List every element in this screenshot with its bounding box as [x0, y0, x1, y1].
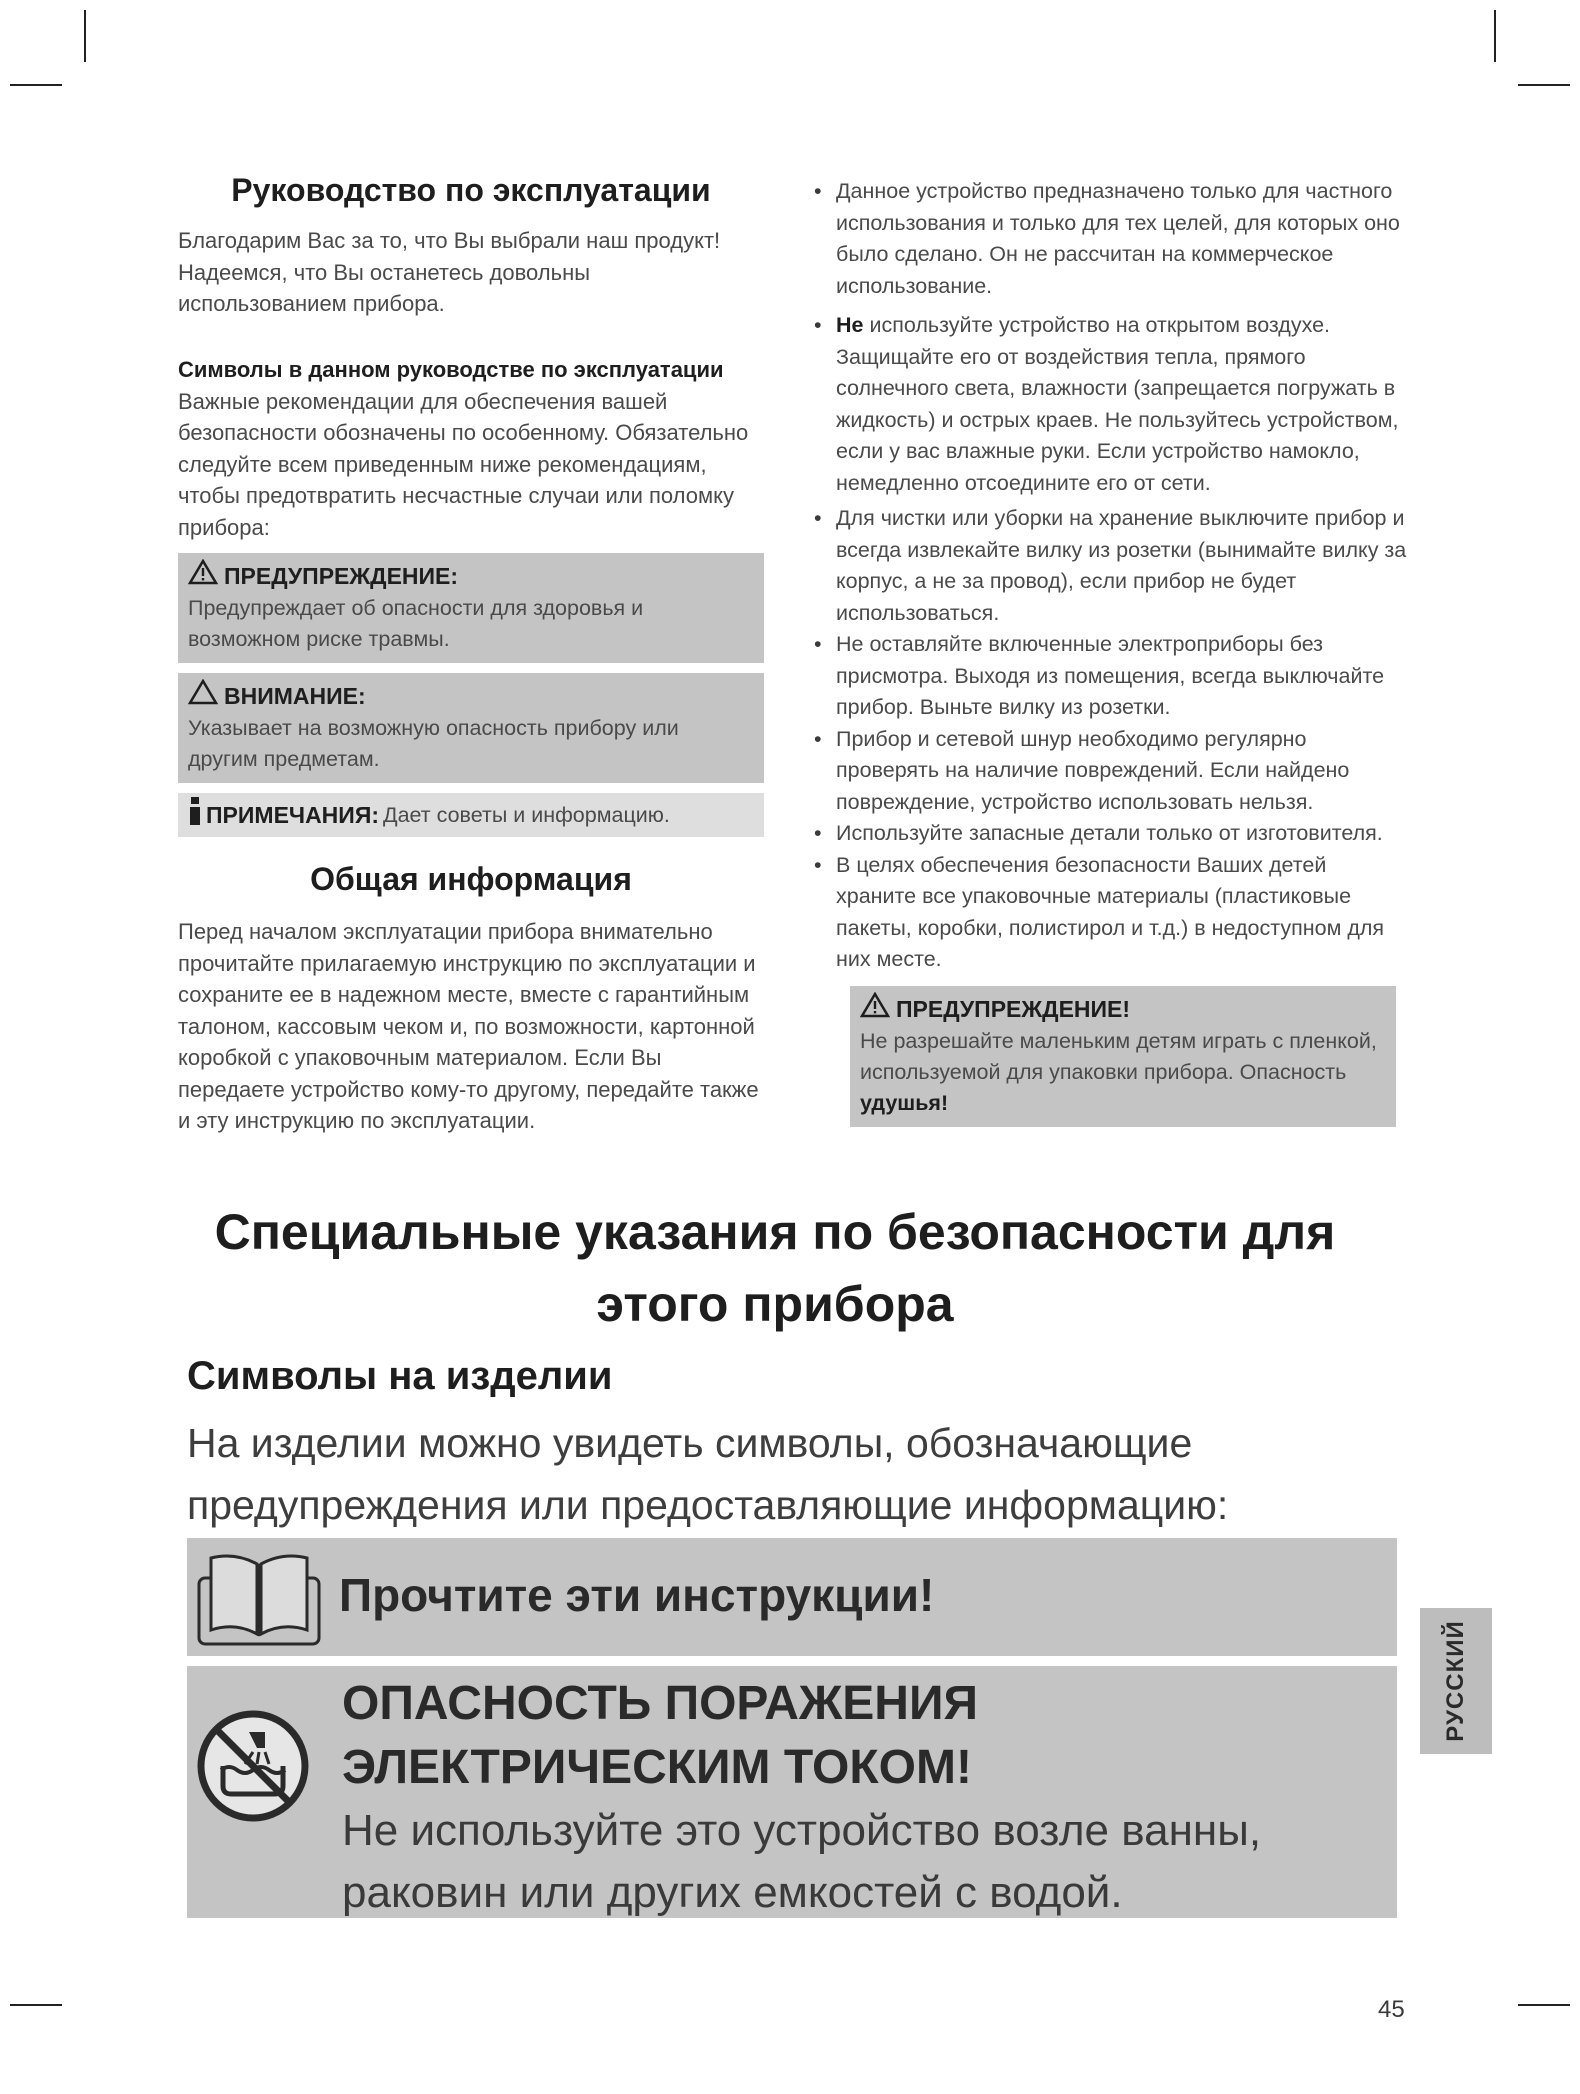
symbols-heading: Символы в данном руководстве по эксплуатации: [178, 356, 724, 382]
list-item: • Прибор и сетевой шнур необходимо регулярно проверять на наличие повреждений. Если найдено повреждение, устройство использовать нельзя.: [814, 726, 1350, 814]
info-icon: [188, 797, 202, 833]
product-symbols-title: Символы на изделии: [187, 1354, 613, 1398]
crop-mark-top-right-h: [1518, 84, 1570, 86]
crop-mark-bottom-right-h: [1518, 2004, 1570, 2006]
read-instructions-box: [187, 1538, 1397, 1656]
shock-danger-text: Не используйте это устройство возле ванны, раковин или других емкостей с водой.: [342, 1806, 1262, 1917]
shock-danger-title: ОПАСНОСТЬ ПОРАЖЕНИЯ ЭЛЕКТРИЧЕСКИМ ТОКОМ!: [342, 1677, 978, 1794]
page-number: 45: [1378, 1996, 1405, 2023]
caution-triangle-icon: [188, 679, 218, 713]
caution-box: [178, 673, 764, 783]
shock-danger-box: [187, 1666, 1397, 1918]
child-warning-title: ПРЕДУПРЕЖДЕНИЕ!: [896, 995, 1131, 1022]
warning-title: ПРЕДУПРЕЖДЕНИЕ:: [224, 563, 459, 589]
crop-mark-bottom-left-h: [10, 2004, 62, 2006]
right-column: [810, 176, 1410, 1127]
manual-title: Руководство по эксплуатации: [231, 172, 711, 208]
general-info-title: Общая информация: [310, 861, 632, 897]
list-item: • Для чистки или уборки на хранение выключите прибор и всегда извлекайте вилку из розетки (вынимайте вилку за корпус, а не за провод), если прибор не будет использоваться.: [814, 506, 1407, 625]
list-item: • Не оставляйте включенные электроприборы без присмотра. Выходя из помещения, всегда выключайте прибор. Выньте вилку из розетки.: [814, 632, 1385, 719]
book-icon: [197, 1550, 321, 1653]
read-instructions-label: Прочтите эти инструкции!: [339, 1569, 935, 1621]
language-tab: [1420, 1608, 1492, 1754]
notes-title: ПРИМЕЧАНИЯ:: [206, 802, 380, 828]
crop-mark-top-left-v: [84, 10, 86, 62]
list-item: • Данное устройство предназначено только для частного использования и только для тех целей, для которых оно было сделано. Он не рассчитан на коммерческое использование.: [814, 179, 1400, 298]
safety-list: [810, 176, 1410, 976]
crop-mark-top-right-v: [1494, 10, 1496, 62]
list-item: • Не используйте устройство на открытом воздухе. Защищайте его от воздействия тепла, прямого солнечного света, влажности (запрещается погружать в жидкость) и острых краев. Не пользуйтесь устройством, если у вас влажные руки. Если устройство намокло, немедленно отсоедините его от сети.: [814, 313, 1399, 495]
symbols-text: Важные рекомендации для обеспечения вашей безопасности обозначены по особенному. Обязательно следуйте всем приведенным ниже рекомендациям, чтобы предотвратить несчастные случаи или поломку прибора:: [178, 388, 749, 540]
language-label: РУССКИЙ: [1442, 1620, 1469, 1742]
warning-box: [178, 553, 764, 663]
general-info-text: Перед началом эксплуатации прибора внимательно прочитайте прилагаемую инструкцию по эксплуатации и сохраните ее в надежном месте, вместе с гарантийным талоном, кассовым чеком и, по возможности, картонной коробкой с упаковочным материалом. Если Вы передаете устройство кому-то другому, передайте также и эту инструкцию по эксплуатации.: [178, 919, 759, 1133]
intro-text: Благодарим Вас за то, что Вы выбрали наш продукт! Надеемся, что Вы останетесь довольны использованием прибора.: [178, 228, 721, 316]
notes-box: [178, 793, 764, 837]
product-symbols-intro: На изделии можно увидеть символы, обозначающие предупреждения или предоставляющие информацию:: [187, 1420, 1229, 1528]
crop-mark-top-left-h: [10, 84, 62, 86]
child-warning-box: [850, 986, 1396, 1127]
special-safety-title: Специальные указания по безопасности для этого прибора: [214, 1204, 1336, 1332]
warning-triangle-icon: [188, 559, 218, 593]
list-item: • Используйте запасные детали только от изготовителя.: [814, 821, 1383, 845]
warning-triangle-icon: [860, 992, 890, 1026]
no-water-icon: [195, 1708, 311, 1829]
left-column: [178, 172, 764, 1137]
caution-title: ВНИМАНИЕ:: [224, 683, 366, 709]
child-warning-text: Не разрешайте маленьким детям играть с пленкой, используемой для упаковки прибора. Опасность удушья!: [860, 1028, 1377, 1115]
warning-text: Предупреждает об опасности для здоровья и возможном риске травмы.: [188, 596, 644, 651]
caution-text: Указывает на возможную опасность прибору или другим предметам.: [188, 716, 679, 771]
list-item: • В целях обеспечения безопасности Ваших детей храните все упаковочные материалы (пластиковые пакеты, коробки, полистирол и т.д.) в недоступном для них месте.: [814, 852, 1385, 971]
notes-text: Дает советы и информацию.: [383, 803, 670, 827]
